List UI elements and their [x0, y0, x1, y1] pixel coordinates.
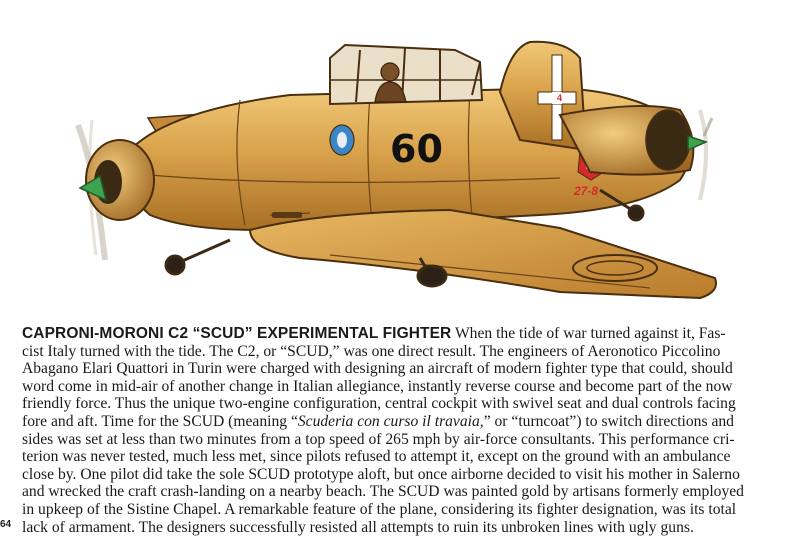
rear-nose-cone [688, 136, 706, 150]
fuselage-roundel [330, 125, 354, 155]
caption-italic-phrase: Scuderia con curso il travaia, [297, 412, 484, 430]
caption-line-1: When the tide of war turned against it, Fas- [451, 325, 726, 342]
vent-slot [272, 212, 302, 218]
caption-line-5: friendly force. Thus the unique two-engine configuration, central cockpit with swivel seat and dual controls facing [22, 395, 736, 413]
caption-line-3: Abagano Elari Quattori in Turin were charged with designing an aircraft of modern fighter type that could, should [22, 360, 733, 378]
tail-code: 27-8 [574, 184, 599, 198]
caption-line-4: word come in mid-air of another change in Italian allegiance, instantly reverse course and become part of the now [22, 377, 733, 395]
page-number: 64 [0, 519, 12, 530]
main-wing [250, 210, 716, 298]
caption-text [22, 325, 782, 536]
cockpit-canopy [330, 45, 482, 104]
caption-line-7: sides was set at less than two minutes from a top speed of 265 mph by air-force consultants. This performance cri- [22, 430, 735, 448]
caption-line-8: terion was never tested, much less met, since pilots refused to attempt it, except on the ground with an ambulance [22, 448, 731, 466]
caption-line-10: and wrecked the craft crash-landing on a nearby beach. The SCUD was painted gold by artisans formerly employed [22, 483, 744, 501]
caption-line-6b: ” or “turncoat”) to switch directions and [483, 412, 734, 430]
fuselage-number: 60 [390, 127, 443, 171]
tail-small-mark: 4 [557, 93, 563, 103]
caption-line-9: close by. One pilot did take the sole SCUD prototype aloft, but once airborne decided to visit his mother in Salerno [22, 465, 740, 483]
caption-line-2: cist Italy turned with the tide. The C2, or “SCUD,” was one direct result. The engineers of Aeronotico Piccolino [22, 342, 721, 360]
caption-line-6a: fore and aft. Time for the SCUD (meaning “ [22, 412, 298, 430]
caption-line-12: lack of armament. The designers successfully resisted all attempts to ruin its unbroken lines with ugly guns. [22, 518, 694, 536]
rear-propeller [700, 110, 712, 200]
caption-line-11: in upkeep of the Sistine Chapel. A remarkable feature of the plane, considering its fighter designation, was its total [22, 500, 737, 518]
caption-heading: CAPRONI-MORONI C2 “SCUD” EXPERIMENTAL FIGHTER [22, 325, 452, 342]
